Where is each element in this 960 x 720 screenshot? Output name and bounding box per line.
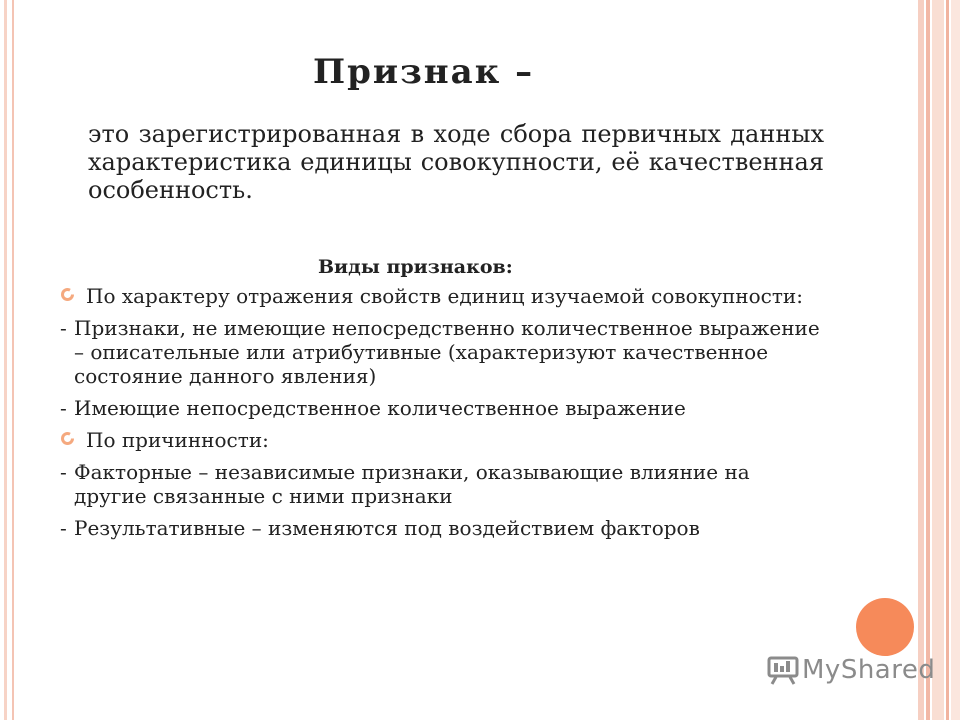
left-frame-line (4, 0, 7, 720)
bullet-ring-icon (60, 287, 75, 302)
list-item (60, 316, 820, 388)
section-subtitle: Виды признаков: (318, 256, 513, 278)
slide-title: Признак – (313, 52, 535, 92)
list-item-text: По характеру отражения свойств единиц изучаемой совокупности: (86, 284, 803, 308)
list-item (60, 284, 820, 308)
presentation-board-icon (766, 655, 800, 685)
watermark (766, 655, 935, 685)
list-item-text: Имеющие непосредственное количественное выражение (74, 396, 686, 420)
content-list (60, 284, 820, 548)
bullet-ring-icon (60, 431, 75, 446)
list-item (60, 516, 820, 540)
list-item-text: По причинности: (86, 428, 269, 452)
watermark-text: MyShared (802, 655, 936, 685)
right-stripe (918, 0, 924, 720)
decorative-circle (856, 598, 914, 656)
right-stripe (946, 0, 949, 720)
definition-text: это зарегистрированная в ходе сбора первичных данных характеристика единицы совокупности, её качественная особенность. (88, 120, 824, 204)
dash-marker: - (60, 396, 67, 420)
list-item-text: Результативные – изменяются под воздействием факторов (74, 516, 700, 540)
right-stripe (951, 0, 960, 720)
list-item-text: Факторные – независимые признаки, оказывающие влияние на другие связанные с ними признаки (74, 460, 750, 508)
list-item (60, 396, 820, 420)
dash-marker: - (60, 316, 67, 340)
right-stripe (932, 0, 944, 720)
right-stripe (926, 0, 930, 720)
list-item (60, 460, 820, 508)
list-item (60, 428, 820, 452)
left-frame-border (0, 0, 14, 720)
dash-marker: - (60, 460, 67, 484)
list-item-text: Признаки, не имеющие непосредственно количественное выражение – описательные или атрибутивные (характеризуют качественное состояние данного явления) (74, 316, 820, 388)
dash-marker: - (60, 516, 67, 540)
